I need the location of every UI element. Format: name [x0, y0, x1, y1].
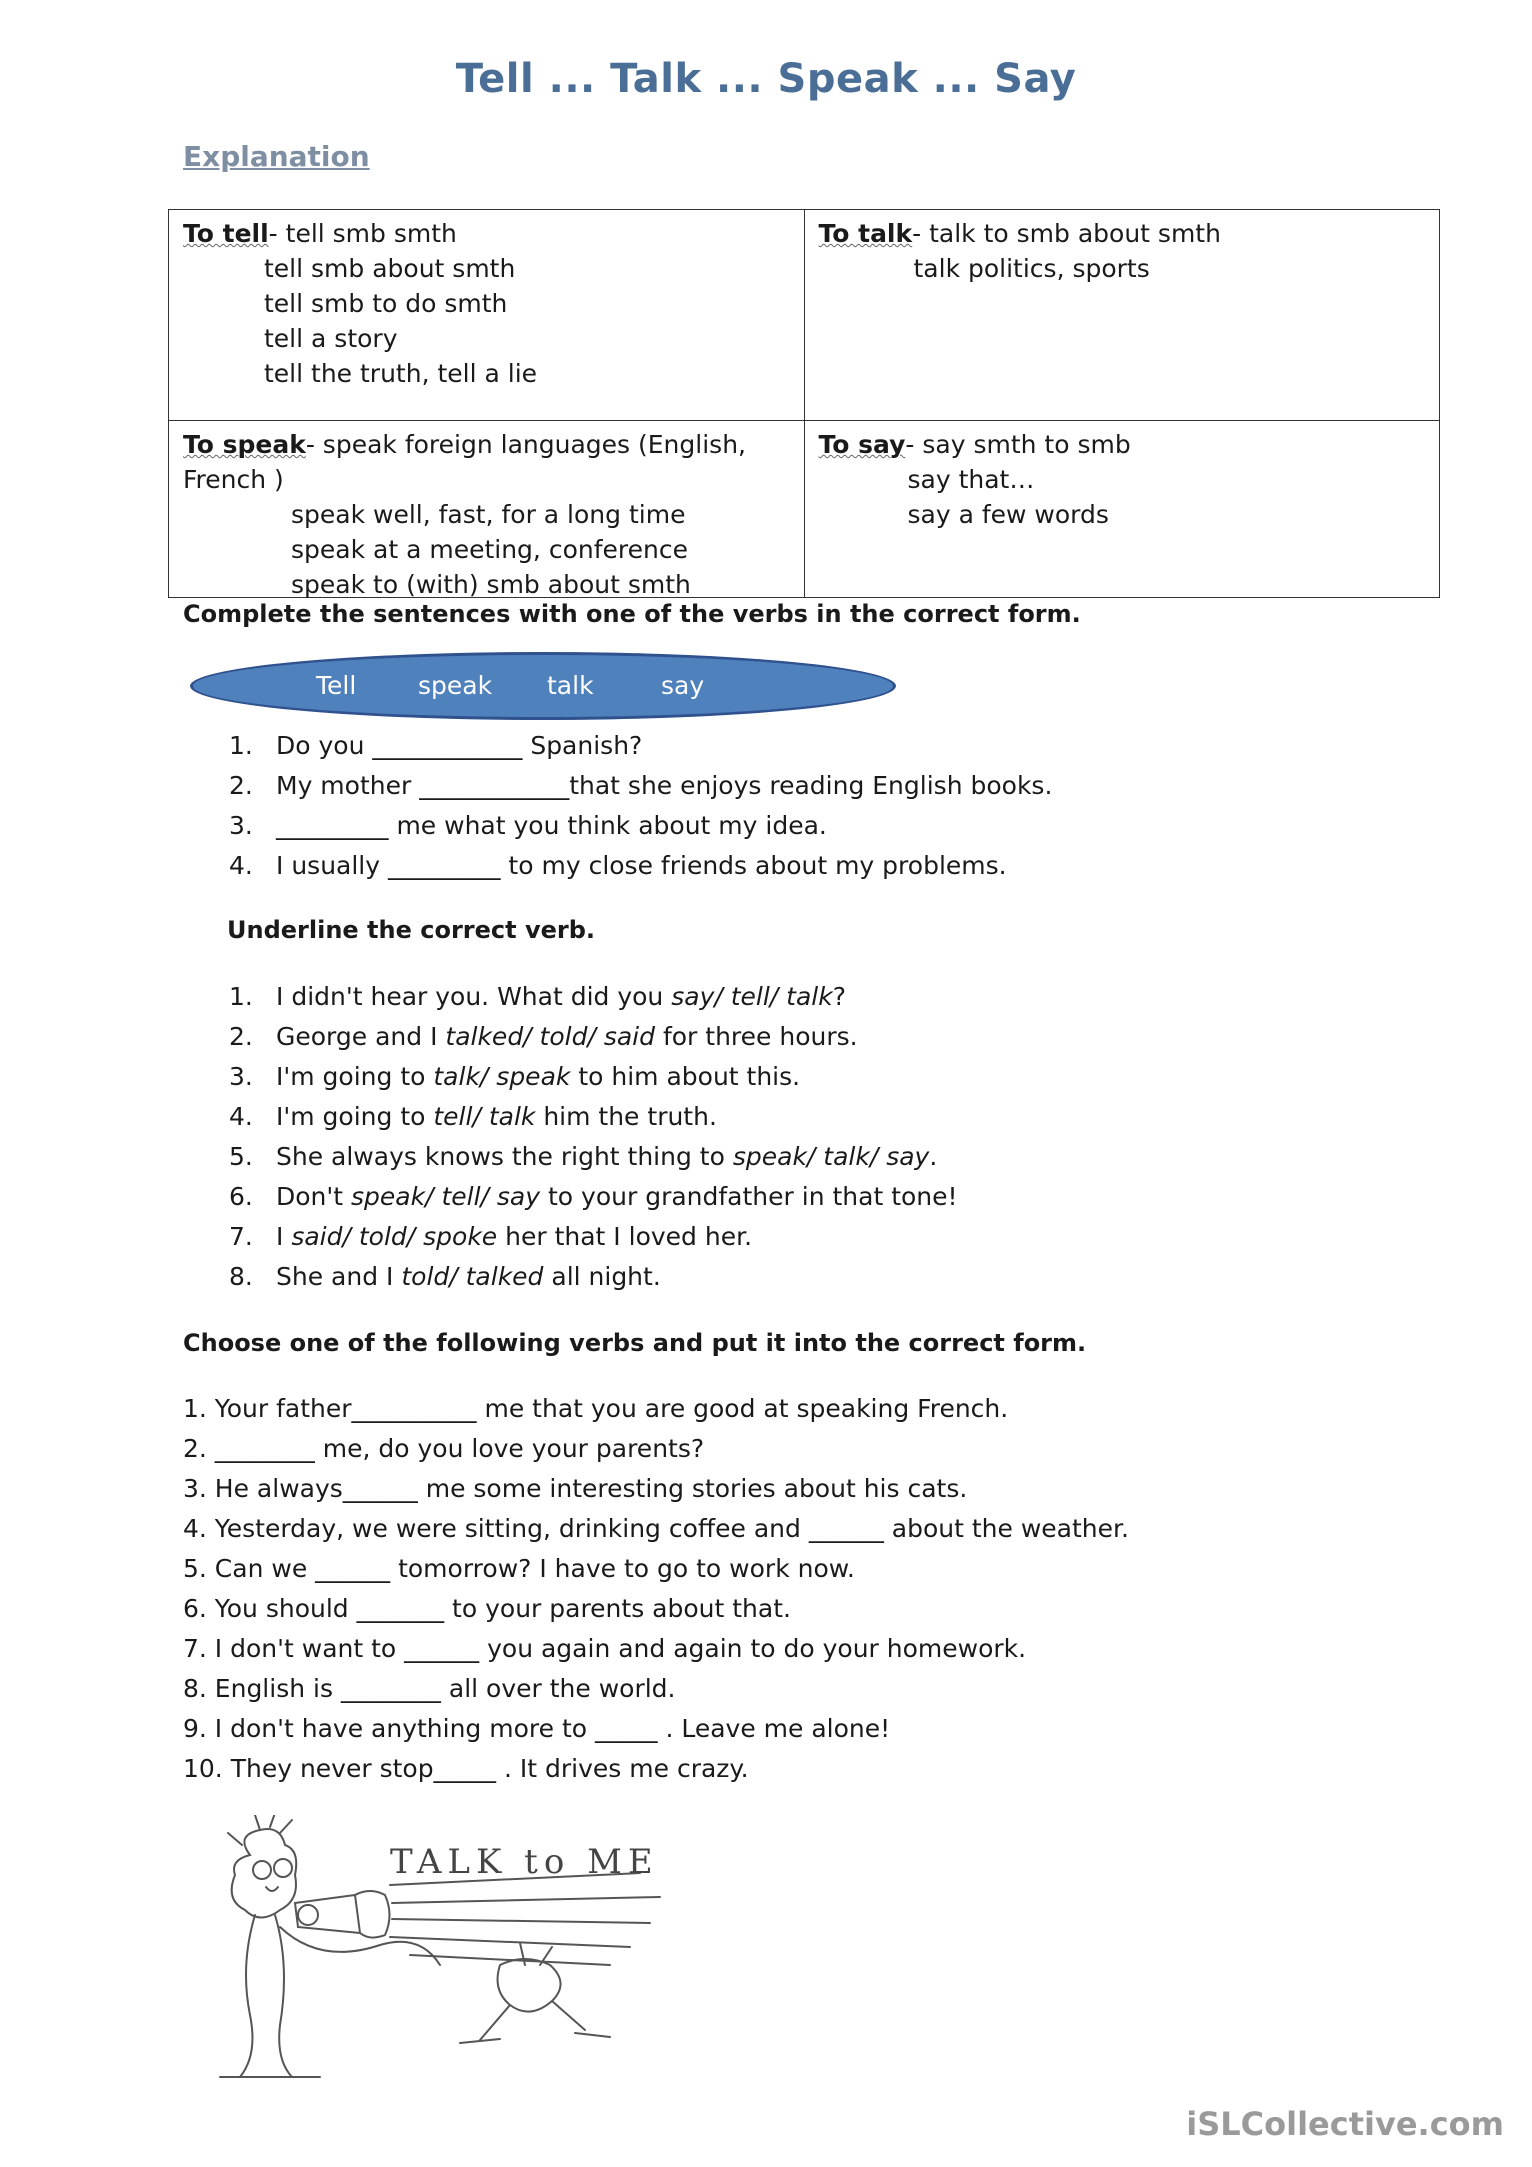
- say-line: say a few words: [907, 500, 1109, 529]
- speak-first: - speak foreign languages (English, French ): [183, 430, 746, 494]
- exercise2-item: 4. I'm going to tell/ talk him the truth.: [229, 1102, 717, 1131]
- exercise2-item: 2. George and I talked/ told/ said for three hours.: [229, 1022, 858, 1051]
- tell-line: tell smb to do smth: [264, 289, 508, 318]
- talk-to-me-illustration: [180, 1815, 830, 2085]
- cell-say: [804, 421, 1440, 598]
- exercise1-instruction: Complete the sentences with one of the verbs in the correct form.: [183, 600, 1081, 628]
- verb-options: said/ told/ spoke: [291, 1222, 498, 1251]
- verb-options: say/ tell/ talk: [671, 982, 833, 1011]
- word-bank-item: speak: [418, 671, 493, 700]
- verb-options: speak/ talk/ say: [732, 1142, 930, 1171]
- exercise2-item: 3. I'm going to talk/ speak to him about this.: [229, 1062, 801, 1091]
- say-line: say that…: [907, 465, 1035, 494]
- exercise3-list: [183, 1389, 1129, 1789]
- talk-first: - talk to smb about smth: [912, 219, 1221, 248]
- speak-line: speak well, fast, for a long time: [291, 500, 686, 529]
- tell-line: tell a story: [264, 324, 398, 353]
- cell-speak: [169, 421, 805, 598]
- exercise1-item: 4. I usually _________ to my close friends about my problems.: [229, 851, 1007, 880]
- exercise1-item: 1. Do you ____________ Spanish?: [229, 731, 643, 760]
- verb-options: talked/ told/ said: [445, 1022, 655, 1051]
- exercise3-item: 9. I don't have anything more to _____ . Leave me alone!: [183, 1714, 891, 1743]
- talk-head: To talk: [818, 219, 913, 248]
- tell-head: To tell: [183, 219, 269, 248]
- talk-line: talk politics, sports: [913, 254, 1150, 283]
- speak-head: To speak: [183, 430, 306, 459]
- explanation-heading: Explanation: [183, 140, 370, 173]
- exercise1-item: 3. _________ me what you think about my idea.: [229, 811, 827, 840]
- exercise3-item: 7. I don't want to ______ you again and again to do your homework.: [183, 1634, 1027, 1663]
- exercise2-item: 6. Don't speak/ tell/ say to your grandfather in that tone!: [229, 1182, 958, 1211]
- watermark: iSLCollective.com: [1186, 2105, 1504, 2143]
- word-bank-item: talk: [547, 671, 594, 700]
- verb-options: told/ talked: [401, 1262, 544, 1291]
- word-bank-oval: [190, 652, 896, 720]
- cell-talk: [804, 210, 1440, 421]
- verb-options: tell/ talk: [433, 1102, 536, 1131]
- exercise1-item: 2. My mother ____________that she enjoys reading English books.: [229, 771, 1053, 800]
- say-head: To say: [818, 430, 906, 459]
- page-title: Tell ... Talk ... Speak ... Say: [455, 56, 1077, 102]
- speak-line: speak to (with) smb about smth: [291, 570, 691, 599]
- exercise3-item: 5. Can we ______ tomorrow? I have to go to work now.: [183, 1554, 855, 1583]
- exercise2-instruction: Underline the correct verb.: [227, 916, 596, 944]
- exercise3-item: 6. You should _______ to your parents about that.: [183, 1594, 791, 1623]
- speak-line: speak at a meeting, conference: [291, 535, 688, 564]
- cell-tell: [169, 210, 805, 421]
- exercise3-item: 2. ________ me, do you love your parents?: [183, 1434, 705, 1463]
- exercise2-item: 1. I didn't hear you. What did you say/ tell/ talk?: [229, 982, 846, 1011]
- exercise2-item: 5. She always knows the right thing to speak/ talk/ say.: [229, 1142, 938, 1171]
- exercise3-instruction: Choose one of the following verbs and put it into the correct form.: [183, 1329, 1087, 1357]
- exercise3-item: 3. He always______ me some interesting stories about his cats.: [183, 1474, 968, 1503]
- say-first: - say smth to smb: [905, 430, 1131, 459]
- exercise2-item: 7. I said/ told/ spoke her that I loved her.: [229, 1222, 753, 1251]
- exercise3-item: 1. Your father__________ me that you are good at speaking French.: [183, 1394, 1009, 1423]
- verb-options: speak/ tell/ say: [351, 1182, 541, 1211]
- exercise3-item: 4. Yesterday, we were sitting, drinking coffee and ______ about the weather.: [183, 1514, 1129, 1543]
- word-bank-item: say: [661, 671, 705, 700]
- illustration-caption: TALK to ME: [390, 1842, 659, 1882]
- exercise1-list: [229, 726, 1053, 886]
- tell-first: - tell smb smth: [268, 219, 457, 248]
- exercise2-item: 8. She and I told/ talked all night.: [229, 1262, 661, 1291]
- tell-line: tell smb about smth: [264, 254, 516, 283]
- word-bank-item: Tell: [316, 671, 357, 700]
- verb-options: talk/ speak: [433, 1062, 571, 1091]
- explanation-table: [168, 209, 1440, 598]
- exercise3-item: 8. English is ________ all over the world.: [183, 1674, 676, 1703]
- exercise3-item: 10. They never stop_____ . It drives me crazy.: [183, 1754, 749, 1783]
- exercise2-list: [229, 977, 958, 1297]
- tell-line: tell the truth, tell a lie: [264, 359, 538, 388]
